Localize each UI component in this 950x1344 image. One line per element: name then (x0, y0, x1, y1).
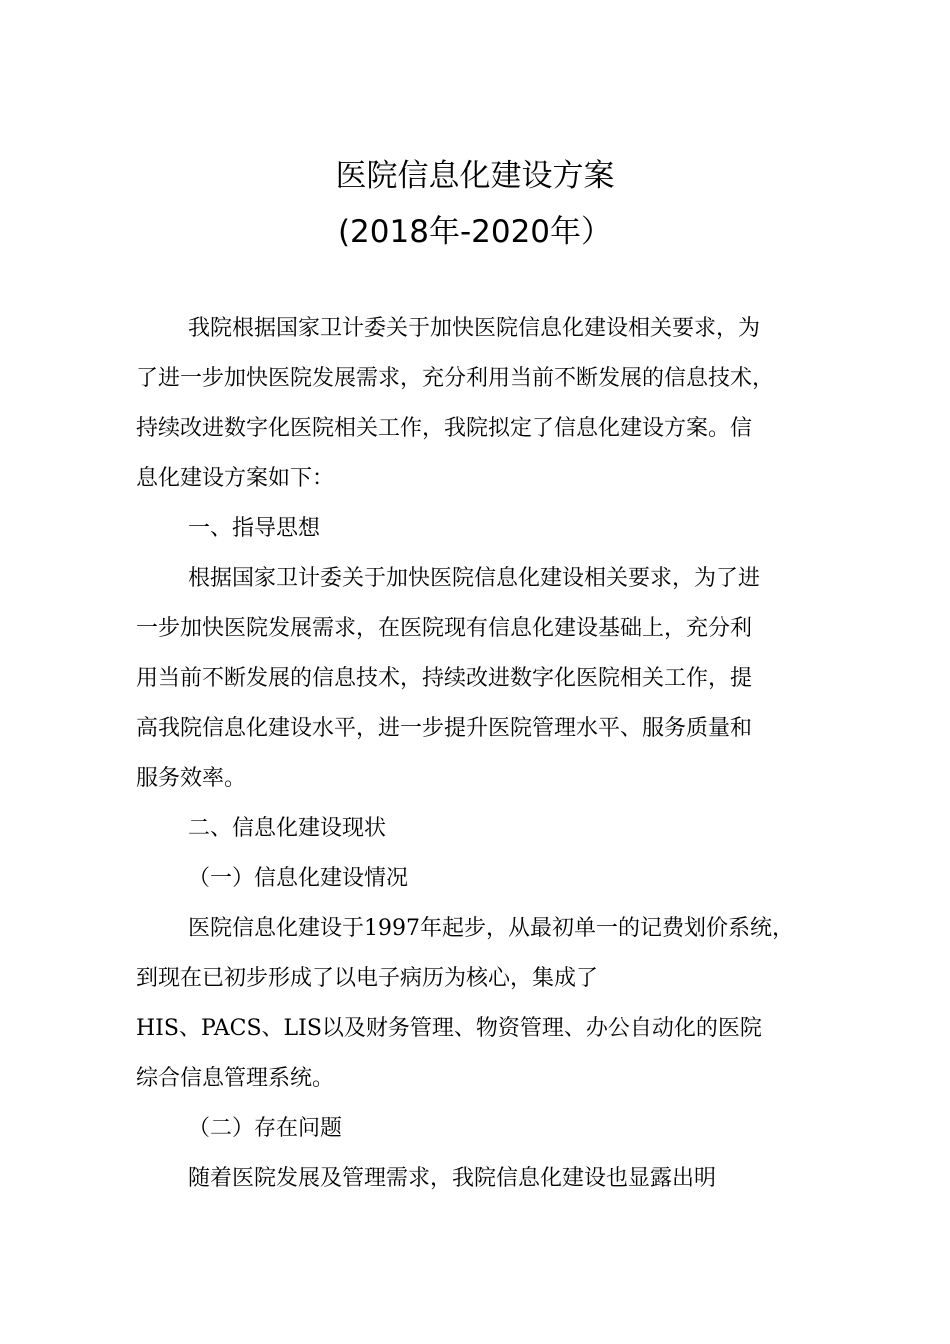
paragraph-line: 持续改进数字化医院相关工作，我院拟定了信息化建设方案。信 (136, 416, 753, 441)
document-subtitle: (2018年-2020年） (337, 214, 613, 250)
paragraph-line: 我院根据国家卫计委关于加快医院信息化建设相关要求，为 (188, 316, 761, 341)
paragraph-line: 到现在已初步形成了以电子病历为核心，集成了 (136, 966, 599, 991)
paragraph-line: 息化建设方案如下： (136, 466, 335, 491)
subsection-heading: （二）存在问题 (188, 1116, 343, 1141)
paragraph-line: 随着医院发展及管理需求，我院信息化建设也显露出明 (188, 1166, 717, 1191)
paragraph-line: 医院信息化建设于1997年起步，从最初单一的记费划价系统， (188, 916, 794, 941)
paragraph-line: 用当前不断发展的信息技术，持续改进数字化医院相关工作，提 (136, 666, 753, 691)
paragraph-line: 根据国家卫计委关于加快医院信息化建设相关要求，为了进 (188, 566, 761, 591)
subsection-heading: （一）信息化建设情况 (188, 866, 409, 891)
section-heading: 一、指导思想 (188, 516, 321, 541)
paragraph-line: 综合信息管理系统。 (136, 1066, 335, 1091)
paragraph-line: 了进一步加快医院发展需求，充分利用当前不断发展的信息技术， (136, 366, 775, 391)
paragraph-line: HIS、PACS、LIS以及财务管理、物资管理、办公自动化的医院 (136, 1016, 762, 1041)
paragraph-line: 一步加快医院发展需求，在医院现有信息化建设基础上，充分利 (136, 616, 753, 641)
section-heading: 二、信息化建设现状 (188, 816, 387, 841)
paragraph-line: 服务效率。 (136, 766, 247, 791)
document-title: 医院信息化建设方案 (335, 158, 615, 194)
paragraph-line: 高我院信息化建设水平，进一步提升医院管理水平、服务质量和 (136, 716, 753, 741)
